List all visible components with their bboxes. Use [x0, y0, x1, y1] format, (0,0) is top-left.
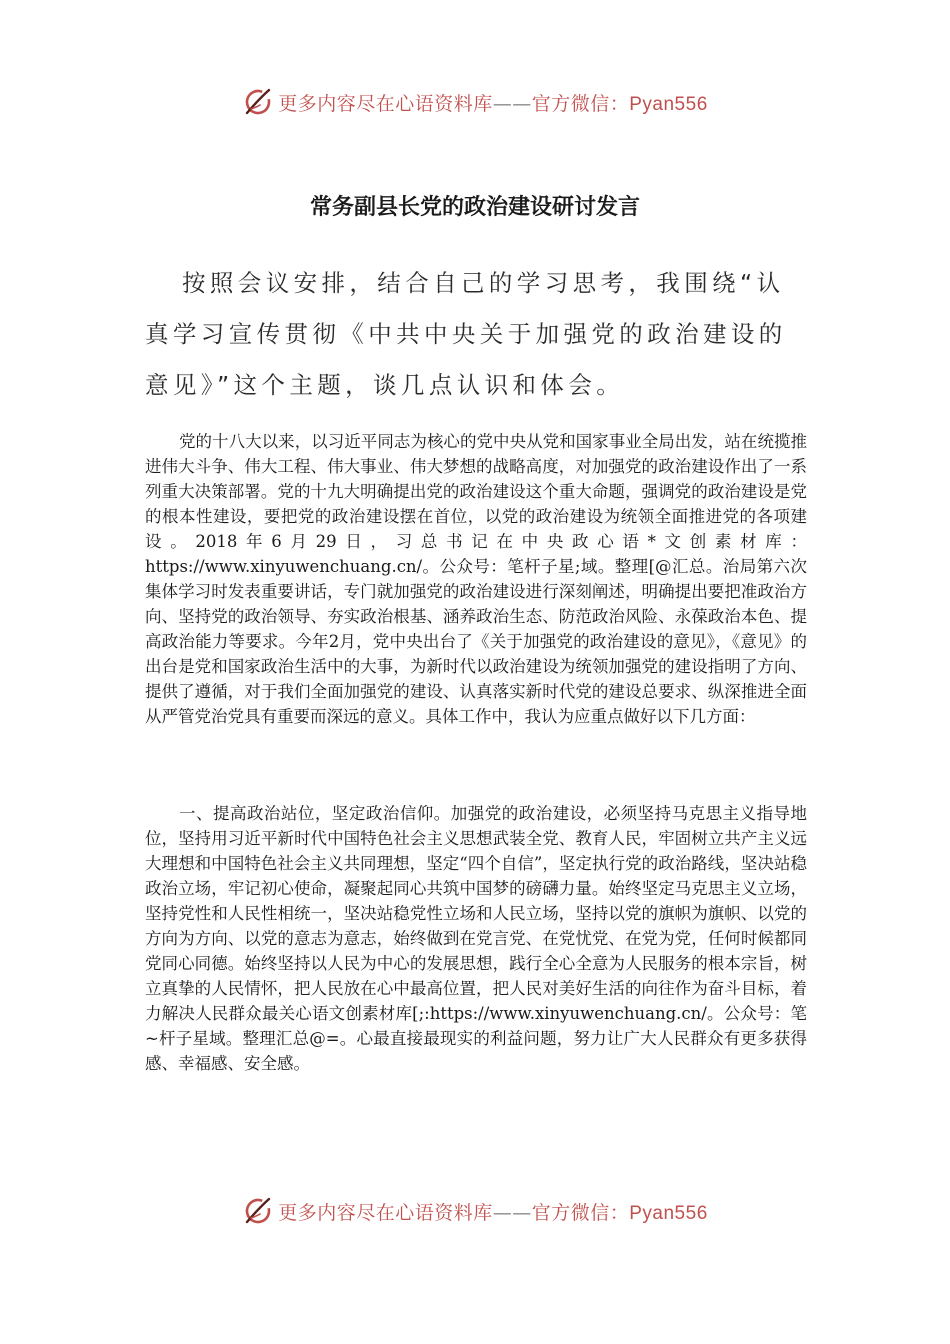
body-paragraph-2: 一、提高政治站位，坚定政治信仰。加强党的政治建设，必须坚持马克思主义指导地位，坚持用习近平新时代中国特色社会主义思想武装全党、教育人民，牢固树立共产主义远大理想和中国特色社会主义共同理想，坚定“四个自信”，坚定执行党的政治路线，坚决站稳政治立场，牢记初心使命，凝聚起同心共筑中国梦的磅礴力量。始终坚定马克思主义立场，坚持党性和人民性相统一，坚决站稳党性立场和人民立场，坚持以党的旗帜为旗帜、以党的方向为方向、以党的意志为意志，始终做到在党言党、在党忧党、在党为党，任何时候都同党同心同德。始终坚持以人民为中心的发展思想，践行全心全意为人民服务的根本宗旨，树立真挚的人民情怀，把人民放在心中最高位置，把人民对美好生活的向往作为奋斗目标，着力解决人民群众最关心语文创素材库[;:https://www.xinyuwenchuang.cn/。公众号：笔~杆子星域。整理汇总@=。心最直接最现实的利益问题，努力让广大人民群众有更多获得感、幸福感、安全感。 — [145, 804, 807, 1073]
body-paragraph-1: 党的十八大以来，以习近平同志为核心的党中央从党和国家事业全局出发，站在统揽推进伟大斗争、伟大工程、伟大事业、伟大梦想的战略高度，对加强党的政治建设作出了一系列重大决策部署。党的十九大明确提出党的政治建设这个重大命题，强调党的政治建设是党的根本性建设，要把党的政治建设摆在首位，以党的政治建设为统领全面推进党的各项建设。2018年6月29日，习总书记在中央政心语*文创素材库：https://www.xinyuwenchuang.cn/。公众号：笔杆子星;域。整理[@汇总。治局第六次集体学习时发表重要讲话，专门就加强党的政治建设进行深刻阐述，明确提出要把准政治方向、坚持党的政治领导、夯实政治根基、涵养政治生态、防范政治风险、永葆政治本色、提高政治能力等要求。今年2月，党中央出台了《关于加强党的政治建设的意见》，《意见》的出台是党和国家政治生活中的大事，为新时代以政治建设为统领加强党的建设指明了方向、提供了遵循，对于我们全面加强党的建设、认真落实新时代党的建设总要求、纵深推进全面从严管党治党具有重要而深远的意义。具体工作中，我认为应重点做好以下几方面： — [145, 432, 807, 726]
watermark-site-name: 更多内容尽在心语资料库 — [278, 1201, 493, 1224]
watermark-contact-label: 官方微信： — [531, 1201, 630, 1224]
document-title: 常务副县长党的政治建设研讨发言 — [309, 195, 640, 220]
watermark-separator: —— — [492, 92, 532, 115]
watermark-site-name: 更多内容尽在心语资料库 — [278, 92, 493, 115]
footer-watermark — [0, 1191, 950, 1231]
watermark-contact-id: Pyan556 — [629, 93, 708, 115]
watermark-contact-id: Pyan556 — [629, 1202, 708, 1224]
watermark-text — [278, 89, 708, 116]
watermark-text — [278, 1198, 708, 1225]
brush-circle-logo-icon — [242, 86, 274, 118]
brush-circle-logo-icon — [242, 1195, 274, 1227]
watermark-contact-label: 官方微信： — [531, 92, 630, 115]
header-watermark — [0, 82, 950, 122]
intro-paragraph: 按照会议安排，结合自己的学习思考，我围绕“认真学习宣传贯彻《中共中央关于加强党的政治建设的意见》”这个主题，谈几点认识和体会。 — [145, 269, 787, 399]
watermark-separator: —— — [492, 1201, 532, 1224]
